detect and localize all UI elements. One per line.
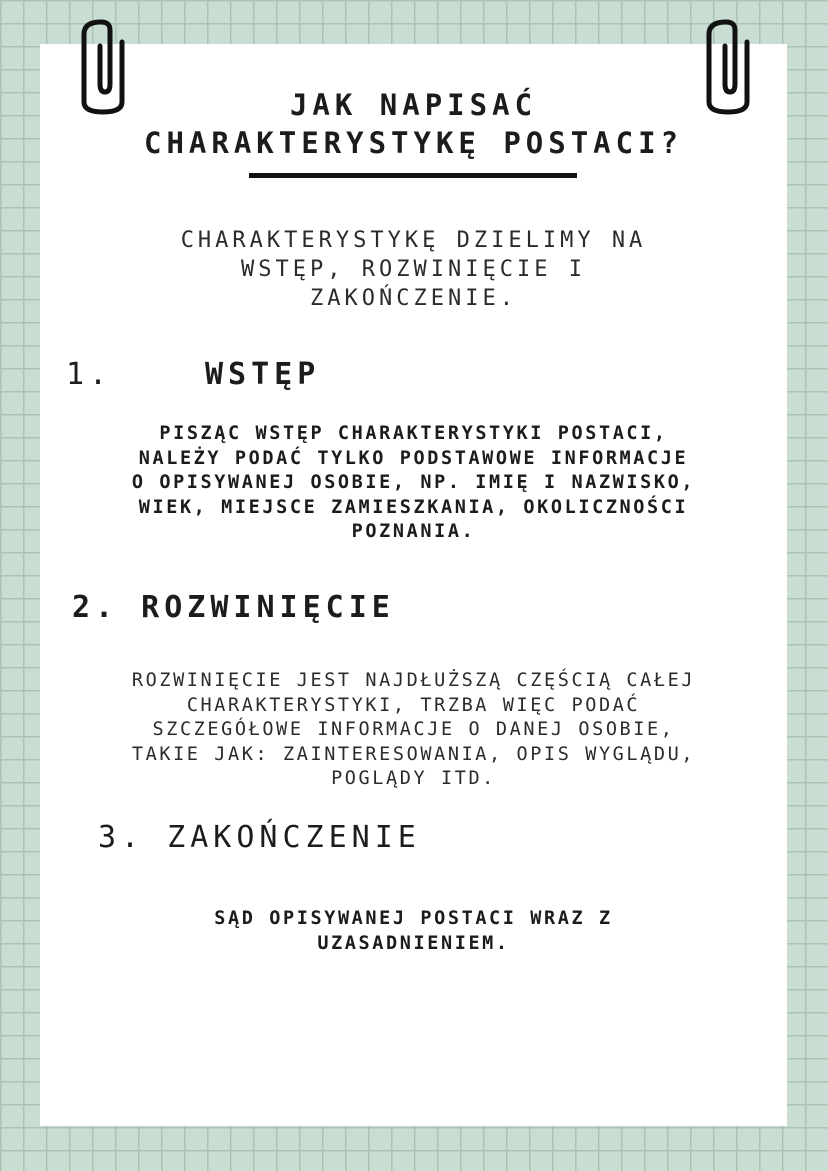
intro-text: CHARAKTERYSTYKĘ DZIELIMY NA WSTĘP, ROZWINIĘCIE I ZAKOŃCZENIE. <box>180 228 647 311</box>
title-line-1: JAK NAPISAĆ <box>289 88 538 122</box>
section-1-heading: WSTĘP <box>205 357 321 392</box>
section-2-text: ROZWINIĘCIE JEST NAJDŁUŻSZĄ CZĘŚCIĄ CAŁEJ CHARAKTERYSTYKI, TRZBA WIĘC PODAĆ SZCZEGÓŁOWE INFORMACJE O DANEJ OSOBIE, TAKIE JAK: ZAINTERESOWANIA, OPIS WYGLĄDU, POGLĄDY ITD. <box>131 670 696 789</box>
paper-sheet <box>40 44 787 1126</box>
section-3-text: SĄD OPISYWANEJ POSTACI WRAZ Z UZASADNIENIEM. <box>214 908 613 954</box>
section-3-heading: 3. ZAKOŃCZENIE <box>98 820 421 855</box>
section-1-text: PISZĄC WSTĘP CHARAKTERYSTYKI POSTACI, NALEŻY PODAĆ TYLKO PODSTAWOWE INFORMACJE O OPISYWANEJ OSOBIE, NP. IMIĘ I NAZWISKO, WIEK, MIEJSCE ZAMIESZKANIA, OKOLICZNOŚCI POZNANIA. <box>131 423 696 542</box>
section-1-number: 1. <box>66 357 113 392</box>
title-underline <box>249 173 577 178</box>
title-line-2: CHARAKTERYSTYKĘ POSTACI? <box>143 126 684 160</box>
section-2-heading: 2. ROZWINIĘCIE <box>72 590 395 625</box>
page-title <box>40 86 787 162</box>
